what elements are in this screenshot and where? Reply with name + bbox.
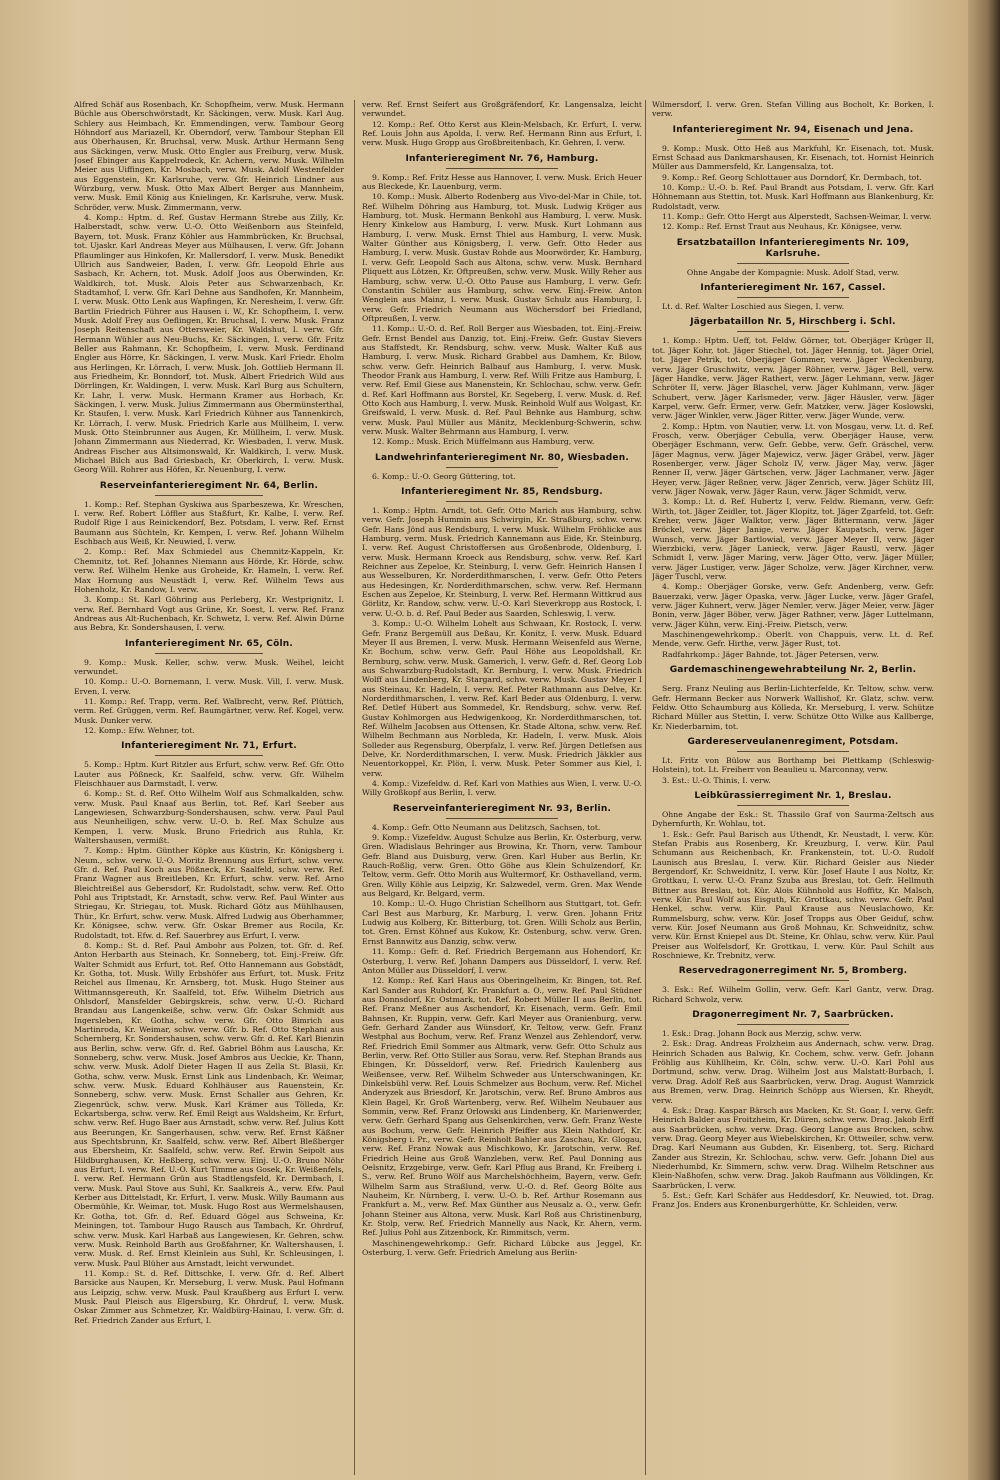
column-2 [362, 100, 642, 1475]
page-edge [968, 0, 1000, 1480]
casualty-entry: 2. Esk.: Drag. Andreas Frolzheim aus Andernach, schw. verw. Drag. Heinrich Schaden aus Balwig, Kr. Cochem, schw. verw. Gefr. Johann Fröhlig aus Kühllheim, Kr. Cöln, schw. verw. U.-O. Karl Pohl aus Dortmund, schw. verw. Drag. Wilhelm Jost aus Malstatt-Burbach, I. verw. Drag. Adolf Reß aus Saarbrücken, verw. Drag. August Wamrzick aus Bremen, verw. Drag. Heinrich Schöpp aus Wiersen, Kr. Rheydt, verw. [652, 1039, 934, 1105]
casualty-entry: 3. Esk.: Ref. Wilhelm Gollin, verw. Gefr. Karl Gantz, verw. Drag. Richard Schwolz, verw. [652, 985, 934, 1004]
casualty-entry: 2. Komp.: Hptm. von Nautier, verw. Lt. von Mosgau, verw. Lt. d. Ref. Frosch, verw. Oberjäger Cebulla, verw. Oberjäger Hause, verw. Oberjäger Eschmann, verw. Gefr. Gebbe, verw. Gefr. Gräschel, verw. Jäger Magnus, verw. Jäger Majewicz, verw. Jäger Gräbel, verw. Jäger Rosenberger, verw. Jäger Scholz IV, verw. Jäger May, verw. Jäger Renner II, verw. Jäger Gärtschen, verw. Jäger Lachmaner, verw. Jäger Heyer, verw. Jäger Reßner, verw. Jäger Zenrich, verw. Jäger Schütz III, verw. Jäger Nowak, verw. Jäger Raun, verw. Jäger Schmidt, verw. [652, 421, 934, 496]
casualty-entry: 3. Komp.: St. Karl Göhring aus Perleberg, Kr. Westprignitz, I. verw. Ref. Bernhard Vogt aus Grüne, Kr. Soest, I. verw. Ref. Franz Andreas aus Alt-Ruchenbach, Kr. Schwetz, I. verw. Ref. Alwin Dürne aus Bebra, Kr. Sondershausen, I. verw. [74, 595, 344, 633]
casualty-entry: 11. Komp.: Gefr. d. Ref. Friedrich Bergemann aus Hohendorf, Kr. Osterburg, I. verw. Ref. Johann Dampers aus Düsseldorf, I. verw. Ref. Anton Müller aus Düsseldorf, I. verw. [362, 947, 642, 975]
casualty-entry: 6. Komp.: St. d. Ref. Otto Wilhelm Wolf aus Schmalkalden, schw. verw. Musk. Paul Knaaf aus Berlin, tot. Ref. Karl Seeber aus Langewiesen, Schwarzburg-Sondershausen, schw. verw. Paul Paul aus Neunheiligen, schw. verw. U.-O. b. Ref. Max Schulze aus Kempen, I. verw. Musk. Bruno Friedrich aus Ruhla, Kr. Waltershausen, vermißt. [74, 789, 344, 846]
regiment-heading: Leibkürassierregiment Nr. 1, Breslau. [652, 791, 934, 806]
note-line: Ohne Angabe der Kompagnie: Musk. Adolf Stad, verw. [686, 267, 900, 277]
casualty-entry: 10. Komp.: U.-O. b. Ref. Paul Brandt aus Potsdam, I. verw. Gfr. Karl Höhnemann aus Stettin, tot. Musk. Karl Hoffmann aus Blankenburg, Kr. Rudolstadt, verw. [652, 183, 934, 211]
casualty-entry: Wilmersdorf, I. verw. Gren. Stefan Villing aus Bocholt, Kr. Borken, I. verw. [652, 100, 934, 119]
casualty-entry: 4. Komp.: Vizefeldw. d. Ref. Karl von Mathies aus Wien, I. verw. U.-O. Willy Großkopf aus Berlin, I. verw. [362, 779, 642, 798]
casualty-entry: 8. Komp.: St. d. Ref. Paul Ambohr aus Polzen, tot. Gfr. d. Ref. Anton Herbarth aus Steinach, Kr. Sonneberg, tot. Einj.-Freiw. Gfr. Walter Schmidt aus Erfurt, tot. Ref. Otto Hannemann aus Gobstädt, Kr. Gotha, tot. Musk. Willy Erbshöfer aus Erfurt, tot. Musk. Fritz Reichel aus Ilmenau, Kr. Arnsberg, tot. Musk. Hugo Steiner aus Wittmannsgereuth, Kr. Saalfeld, tot. Efw. Wilhelm Dietrich aus Ohlsdorf, Mansfelder Gebirgskreis, schw. verw. U.-O. Richard Brandau aus Langenkeiße, schw. verw. Gfr. Oskar Schmidt aus Ingersleben, Kr. Gotha, schw. verw. Gfr. Otto Bimrich aus Martinroda, Kr. Weimar, schw. verw. Gfr. b. Ref. Otto Stephani aus Schernberg, Kr. Sondershausen, schw. verw. Gfr. d. Ref. Karl Bienzin aus Berlin, schw. verw. Gfr. d. Ref. Gabriel Böhm aus Lauscha, Kr. Sonneberg, schw. verw. Musk. Josef Ambros aus Ueckie, Kr. Thann, schw. verw. Musk. Adolf Dieter Hagen II aus Zella St. Blasii, Kr. Gotha, schw. verw. Musk. Ernst Link aus Lindenbach, Kr. Weimar, schw. verw. Musk. Eduard Kohlhäuser aus Rauenstein, Kr. Sonneberg, schw. verw. Musk. Ernst Schaller aus Gehren, Kr. Ziegenrück, schw. verw. Musk. Karl Krämer aus Tölleda, Kr. Eckartsberga, schw. verw. Ref. Emil Reigt aus Waldsheim, Kr. Erfurt, schw. verw. Ref. Hugo Baer aus Arnstadt, schw. verw. Ref. Julius Kott aus Beerungen, Kr. Sangerhausen, schw. verw. Ref. Ernst Käßner aus Spechtsbrunn, Kr. Saalfeld, schw. verw. Ref. Albert Bleßberger aus Ebersheim, Kr. Saalfeld, schw. verw. Ref. Erwin Seipolt aus Hildburghausen, Kr. Heßberg, schw. verw. Einj. U.-O. Bruno Nöhr aus Erfurt, I. verw. Ref. U.-O. Kurt Timme aus Gosek, Kr. Weißenfels, I. verw. Ref. Hermann Grün aus Stadtlengsfeld, Kr. Dermbach, I. verw. Musk. Paul Stove aus Suhl, Kr. Saalkreis A., verw. Efw. Paul Kerber aus Dittelstadt, Kr. Erfurt, I. verw. Musk. Willy Baumann aus Obermühle, Kr. Weimar, tot. Musk. Hugo Rost aus Wermelshausen, Kr. Gotha, tot. Gfr. d. Ref. Eduard Gögel aus Schweina, Kr. Meiningen, tot. Tambour Hugo Rausch aus Tambach, Kr. Ohrdruf, schw. verw. Musk. Karl Harbaß aus Langewiesen, Kr. Gehren, schw. verw. Musk. Reinhold Barth aus Großfahrner, Kr. Waltershausen, I. verw. Musk. d. Ref. Ernst Kleinlein aus Suhl, Kr. Schleusingen, I. verw. Musk. Paul Blüher aus Arnstadt, leicht verwundet. [74, 940, 344, 1268]
regiment-heading: Infanterieregiment Nr. 76, Hamburg. [362, 154, 642, 169]
regiment-heading: Dragonerregiment Nr. 7, Saarbrücken. [652, 1010, 934, 1025]
regiment-heading: Infanterieregiment Nr. 94, Eisenach und Jena. [652, 125, 934, 140]
regiment-heading: Infanterieregiment Nr. 167, Cassel. [652, 283, 934, 298]
casualty-entry: 2. Komp.: Ref. Max Schmiedel aus Chemnitz-Kappeln, Kr. Chemnitz, tot. Ref. Johannes Niemann aus Hörde, Kr. Hörde, schw. verw. Ref. Wilhelm Henke aus Groheide, Kr. Hameln, I. verw. Ref. Max Hornung aus Neustädt I, verw. Ref. Wilhelm Tews aus Hohenholz, Kr. Randow, I. verw. [74, 547, 344, 594]
casualty-entry: 9. Komp.: Ref. Georg Schlottauer aus Dorndorf, Kr. Dermbach, tot. [662, 172, 922, 182]
casualty-entry: 1. Komp.: Hptm. Ueff, tot. Feldw. Görner, tot. Oberjäger Krüger II, tot. Jäger Kohr, tot. Jäger Stiechel, tot. Jäger Hennig, tot. Jäger Oriel, tot. Jäger Petrik, tot. Oberjäger Gommer, verw. Jäger Weckenburg, verw. Jäger Gruschwitz, verw. Jäger Röhner, verw. Jäger Bell, verw. Jäger Handke, verw. Jäger Rathert, verw. Jäger Lehmann, verw. Jäger Schröter II, verw. Jäger Blaschel, verw. Jäger Kuhlmann, verw. Jäger Schubert, verw. Jäger Karlsmeder, verw. Jäger Häusler, verw. Jäger Karpel, verw. Gefr. Ermer, verw. Gefr. Matzker, verw. Jäger Koslowski, verw. Jäger Winkler, verw. Jäger Ritter, verw. Jäger Wunde, verw. [652, 336, 934, 421]
regiment-heading: Reservedragonerregiment Nr. 5, Bromberg. [652, 966, 934, 981]
casualty-entry: 9. Komp.: Vizefeldw. August Schulze aus Berlin, Kr. Osterburg, verw. Gren. Wladislaus Behringer aus Browina, Kr. Thorn, verw. Tambour Gefr. Bland aus Duisburg, verw. Gren. Karl Huber aus Berlin, Kr. Rauch-Roßlig, verw. Gren. Otto Göhe aus Klein Schulzendorf, Kr. Teltow, verm. Gefr. Otto Morih aus Wultermorf, Kr. Osthavelland, verm. Gren. Willy Köhle aus Leipzig, Kr. Salzwedel, verm. Gren. Max Wende aus Belgard, Kr. Belgard, verm. [362, 833, 642, 899]
regiment-heading: Infanterieregiment Nr. 71, Erfurt. [74, 741, 344, 756]
casualty-entry: Alfred Schäf aus Rosenbach, Kr. Schopfheim, verw. Musk. Hermann Büchle aus Oberschwörstadt, Kr. Säckingen, verw. Musk. Karl Aug. Schlery aus Heimbach, Kr. Emmendingen, verw. Tambour Georg Höhndorf aus Mariazell, Kr. Oberndorf, verw. Tambour Stephan Ell aus Oberhausen, Kr. Bruchsal, verw. Musk. Arthur Hermann Seng aus Säckingen, verw. Musk. Otto Engler aus Freiburg, verw. Musk. Josef Ebinger aus Kappelrodeck, Kr. Achern, verw. Musk. Wilhelm Meier aus Uiffingen, Kr. Mosbach, verw. Musk. Adolf Westenfelder aus Eggenstein, Kr. Karlsruhe, verw. Gfr. Heinrich Lindner aus Würzburg, verw. Musk. Otto Max Albert Berger aus Mannheim, verw. Musk. Emil König aus Knielingen, Kr. Karlsruhe, verw. Musk. Schröder, verw. Musk. Zimmermann, verw. [74, 100, 344, 212]
casualty-entry: 10. Komp.: U.-O. Bornemann, I. verw. Musk. Vill, I. verw. Musk. Erven, I. verw. [74, 677, 344, 696]
casualty-entry: Lt. d. Ref. Walter Loschied aus Siegen, I. verw. [662, 302, 845, 312]
casualty-entry: 12. Komp.: Efw. Wehner, tot. [84, 725, 195, 735]
regiment-heading: Reserveinfanterieregiment Nr. 93, Berlin. [362, 804, 642, 819]
casualty-entry: 12. Komp.: Ref. Karl Haus aus Oberingelheim, Kr. Bingen, tot. Ref. Karl Sander aus Ruhdorf, Kr. Frankfurt a. O., verw. Ref. Paul Stüdner aus Donnsdorf, Kr. Ostmark, tot. Ref. Robert Müller II aus Berlin, tot. Ref. Franz Meßner aus Aschendorf, Kr. Eisenach, verm. Gefr. Emil Bahnsen, Kr. Ruppin, verw. Gefr. Karl Meyer aus Oranienburg, verw. Gefr. Gerhard Zander aus Wünsdorf, Kr. Teltow, verw. Gefr. Franz Westphal aus Bochum, verw. Ref. Franz Wenzel aus Zehlendorf, verw. Ref. Friedrich Emil Sommer aus Altmark, verw. Gefr. Otto Schulz aus Berlin, verw. Ref. Otto Stiller aus Sorau, verw. Ref. Stephan Brands aus Ebingen, Kr. Düsseldorf, verw. Ref. Friedrich Kaulenberg aus Weißensee, verw. Ref. Wilhelm Schweder aus Unterschwaningen, Kr. Dinkelsbühl verw. Ref. Louis Schmelzer aus Bochum, verw. Ref. Michel Anderyzek aus Briesdorf, Kr. Jarotschin, verw. Ref. Bruno Ambros aus Klein Bagel, Kr. Groß Wartenberg, verw. Ref. Wilhelm Neubauer aus Sommin, verw. Ref. Franz Orlowski aus Lindenberg, Kr. Marienwerder, verw. Gefr. Gerhard Spang aus Gelsenkirchen, verw. Gefr. Franz Weste aus Bochum, verw. Gefr. Heinrich Pfeiffer aus Klein Nathdorf, Kr. Königsberg i. Pr., verw. Gefr. Reinholt Bahler aus Zaschau, Kr. Glogau, verw. Ref. Franz Nowak aus Mischkowo, Kr. Jarotschin, verw. Ref. Friedrich Heine aus Groß Wanzleben, verw. Ref. Paul Donning aus Oelsnitz, Erzgebirge, verw. Gefr. Karl Pflug aus Brand, Kr. Freiberg i. S., verw. Ref. Bruno Wölf aus Marchelshöchheim, Bayern, verw. Gefr. Wilhelm Sarm aus Straßlund, verw. U.-O. d. Ref. Georg Bölte aus Nauheim, Kr. Nürnberg, I. verw. U.-O. b. Ref. Arthur Rosemann aus Frankfurt a. M., verw. Ref. Max Günther aus Neusalz a. O., verw. Gefr. Johann Steiner aus Altona, verw. Musk. Karl Roß aus Christinenburg, Kr. Stolp, verw. Ref. Friedrich Mannelly aus Nack, Kr. Ahern, verm. Ref. Julius Pohl aus Zitzenbock, Kr. Rimmitsch, verm. [362, 976, 642, 1238]
casualty-entry: 4. Komp.: Gefr. Otto Neumann aus Delitzsch, Sachsen, tot. [372, 822, 601, 832]
casualty-entry: 3. Komp.: Lt. d. Ref. Hubertz I, verw. Feldw. Riemann, verw. Gefr. Wirth, tot. Jäger Zeidler, tot. Jäger Klopitz, tot. Jäger Zgarfeld, tot. Gefr. Kreher, verw. Jäger Walktor, verw. Jäger Bittermann, verw. Jäger Bröckel, verw. Jäger Janige, verw. Jäger Kaupatsch, verw. Jäger Wunsch, verw. Jäger Bartlowial, verw. Jäger Meyer II, verw. Jäger Wierzbicki, verw. Jäger Lanieck, verw. Jäger Raustl, verw. Jäger Schmidt I, verw. Jäger Maring, verw. Jäger Otto, verw. Jäger Müller, verw. Jäger Lustiger, verw. Jäger Scholze, verw. Jäger Kirchner, verw. Jäger Tuschl, verw. [652, 497, 934, 582]
casualty-entry: 4. Komp.: Hptm. d. Ref. Gustav Hermann Strebe aus Zilly, Kr. Halberstadt, schw. verw. U.-O. Otto Weißenborn aus Steinfeld, Bayern, tot. Musk. Franz Köhler aus Hammbrücken, Kr. Bruchsal, tot. Ujaskr. Karl Andreas Meyer aus Mülhausen, I. verw. Gfr. Johann Pflaumlinger aus Hinkofen, Kr. Mallersdorf, I. verw. Musk. Benedikt Ullrich aus Sandweier, Baden, I. verw. Gfr. Leopold Ehrle aus Sasbach, Kr. Achern, tot. Musk. Adolf Joos aus Oberwinden, Kr. Waldkirch, tot. Musk. Alois Peter aus Schwarzenbach, Kr. Stadtamhof, I. verw. Gfr. Karl Dehne aus Sandhofen, Kr. Mannheim, I. verw. Musk. Otto Lenk aus Wapfingen, Kr. Neresheim, I. verw. Gfr. Bartlin Friedrich Führer aus Hausen i. W., Kr. Schopfheim, I. verw. Musk. Adolf Frey aus Oeflingen, Kr. Bruchsal, I. verw. Musk. Franz Joseph Reitenschaft aus Ottersweier, Kr. Waldshut, I. verw. Gfr. Hermann Wühler aus Neu-Buchs, Kr. Säckingen, I. verw. Gfr. Fritz Beller aus Rahmann, Kr. Schopfheim, I. verw. Musk. Ferdinand Engler aus Hörre, Kr. Säckingen, I. verw. Musk. Karl Friedr. Eholm aus Herlingen, Kr. Lörrach, I. verw. Musk. Joh. Gottlieb Hermann II. aus Friedheim, Kr. Bonndorf, tot. Musk. Albert Friedrich Wild aus Dörrlingen, Kr. Waldingen, I. verw. Musk. Karl Burg aus Schultern, Kr. Lahr, I. verw. Musk. Hermann Kramer aus Horbach, Kr. Säckingen, I. verw. Musk. Julius Zimmermann aus Obermünsterthal, Kr. Staufen, I. verw. Musk. Karl Friedrich Kühner aus Tannenkirch, Kr. Lörrach, I. verw. Musk. Friedrich Karle aus Müllheim, I. verw. Musk. Otto Steinbrunner aus Augen, Kr. Müllheim, I. verw. Musk. Johann Zimmermann aus Niederrad, Kr. Wiesbaden, I. verw. Musk. Andreas Fischer aus Altsimonswald, Kr. Waldkirch, I. verw. Musk. Michael Bilch aus Bad Griesbach, Kr. Oberkirch, I. verw. Musk. Georg Will. Rohrer aus Höfen, Kr. Neuenburg, I. verw. [74, 213, 344, 475]
column-1 [74, 100, 344, 1475]
casualty-entry: Maschinengewehrkomp.: Oberlt. von Chappuis, verw. Lt. d. Ref. Mende, verw. Gefr. Hirthe, verw. Jäger Rust, tot. [652, 630, 934, 649]
casualty-entry: 1. Komp.: Ref. Stephan Gyskiwa aus Sparbeszewa, Kr. Wreschen, I. verw. Ref. Robert Löffler aus Staßfurt, Kr. Kalbe, I. verw. Ref. Rudolf Rige I aus Reinickendorf, Bez. Potsdam, I. verw. Ref. Ernst Baumann aus Süchteln, Kr. Kempen, I. verw. Ref. Johann Wilhelm Eschbach aus Weiß, Kr. Neuwied, I. verw. [74, 499, 344, 547]
casualty-entry: 3. Est.: U.-O. Thinis, I. verw. [662, 775, 771, 785]
casualty-entry: verw. Ref. Ernst Seifert aus Großgräfendorf, Kr. Langensalza, leicht verwundet. [362, 100, 642, 119]
casualty-entry: 10. Komp.: Musk. Alberto Rodenberg aus Vivo-del-Mar in Chile, tot. Ref. Wilhelm Döhring aus Hamburg, tot. Musk. Ludwig Kröger aus Hamburg, tot. Musk. Hermann Benkohl aus Hamburg, I. verw. Musk. Henry Kinkelow aus Hamburg, I. verw. Musk. Kurt Lohmann aus Hamburg, I. verw. Musk. Ernst Thiel aus Hamburg, I. verw. Musk. Walter Günther aus Königsberg, I. verw. Gefr. Otto Heder aus Hamburg, I. verw. Musk. Gustav Rohde aus Moorwörder, Kr. Hamburg, I. verw. Gefr. Leopold Sach aus Altona, schw. verw. Musk. Bernhard Pliquett aus Lötzen, Kr. Oftpreußen, schw. verw. Musk. Willy Reher aus Hamburg, schw. verw. U.-O. Otto Pause aus Hamburg, I. verw. Gefr. Constantin Schüler aus Hamburg, schw. verw. Einj.-Freiw. Anton Wenglein aus Mainz, I. verw. Musk. Gustav Schulz aus Hamburg, I. verw. Gefr. Friedrich Neumann aus Wöchersdorf bei Friedland, Oftpreußen, I. verw. [362, 192, 642, 323]
casualty-entry: 11. Komp.: U.-O. d. Ref. Roll Berger aus Wiesbaden, tot. Einj.-Freiw. Gefr. Ernst Bendel aus Danzig, tot. Einj.-Freiw. Gefr. Gustav Sievers aus Staffstedt, Kr. Rendsburg, schw. verw. Musk. Walter Kuß aus Hamburg, I. verw. Musk. Richard Grabbel aus Damhem, Kr. Bilow, schw. verw. Gefr. Heinrich Balbauf aus Hamburg, I. verw. Musk. Theodor Frank aus Hamburg, I. verw. Ref. Willi Fritze aus Hamburg, I. verw. Ref. Emil Giese aus Manenstein, Kr. Schlochau, schw. verw. Gefr. d. Ref. Karl Hoffmann aus Borstel, Kr. Segeberg, I. verw. Musk. d. Ref. Otto Koch aus Hamburg, I. verw. Musk. Reinhold Wulf aus Wolgast, Kr. Greifswald, I. verw. Musk. d. Ref. Paul Behnke aus Hamburg, schw. verw. Musk. Paul Müller aus Mänitz, Mecklenburg-Schwerin, schw. verw. Musk. Walter Behrmann aus Hamburg, I. verw. [362, 324, 642, 436]
regiment-heading: Gardemaschinengewehrabteilung Nr. 2, Berlin. [652, 665, 934, 680]
regiment-heading: Jägerbataillon Nr. 5, Hirschberg i. Schl. [652, 317, 934, 332]
casualty-entry: 1. Komp.: Hptm. Arndt, tot. Gefr. Otto Marich aus Hamburg, schw. verw. Gefr. Joseph Hummin aus Schwirgin, Kr. Straßburg, schw. verw. Gefr. Hans Jönd aus Rendsburg, I. verw. Musk. Wilhelm Fröhlicke aus Hamburg, verm. Musk. Friedrich Kannemann aus Eide, Kr. Steinburg, I. verw. Ref. August Christoffersen aus Großenbrode, Oldenburg, I. verw. Musk. Hermann Kroeck aus Rendsburg, schw. verw. Ref. Karl Reichner aus Zepeloe, Kr. Steinburg, I. verw. Gefr. Heinrich Hansen I aus Wesselburen, Kr. Norderdithmarschen, I. verw. Gefr. Otto Peters aus Hedesingen, Kr. Norderdithmarschen, schw. verw. Ref. Hermann Eschen aus Zepeloe, Kr. Steinburg, I. verw. Ref. Hermann Wittkrud aus Görlitz, Kr. Randow, schw. verw. U.-O. Karl Sieverkropp aus Rostock, I. verw. U.-O. b. d. Ref. Paul Beder aus Saarden, Schleswig, I. verw. [362, 506, 642, 618]
casualty-entry: Maschinengewehrkomp.: Gefr. Richard Lübcke aus Jeggel, Kr. Osterburg, I. verw. Gefr. Friedrich Amelung aus Berlin- [362, 1238, 642, 1258]
casualty-entry: 12. Komp.: Ref. Otto Kerst aus Klein-Melsbach, Kr. Erfurt, I. verw. Ref. Louis John aus Apolda, I. verw. Ref. Hermann Rinn aus Erfurt, I. verw. Musk. Hugo Gropp aus Großbreitenbach, Kr. Gehren, I. verw. [362, 119, 642, 148]
casualty-entry: Serg. Franz Neuling aus Berlin-Lichterfelde, Kr. Teltow, schw. verw. Gefr. Hermann Becker aus Norwerk Wallishof, Kr. Glatz, schw. verw. Feldw. Otto Schaumburg aus Kölleda, Kr. Merseburg, I. verw. Schütze Richard Müller aus Stettin, I. verw. Schütze Otto Wilke aus Kallberge, Kr. Niederbarnim, tot. [652, 684, 934, 731]
column-divider-2 [645, 100, 646, 1475]
casualty-entry: 1. Esk.: Drag. Johann Bock aus Merzig, schw. verw. [662, 1029, 862, 1039]
regiment-heading: Infanterieregiment Nr. 65, Cöln. [74, 639, 344, 654]
casualty-entry: 4. Esk.: Drag. Kaspar Bärsch aus Macken, Kr. St. Goar, I. verw. Gefr. Heinrich Balder aus Froitzheim, Kr. Düren, schw. verw. Drag. Jakob Erff aus Saarbrücken, schw. verw. Drag. Georg Lange aus Brocken, schw. verw. Drag. Georg Meyer aus Wiebelskirchen, Kr. Ottweiler, schw. verw. Drag. Karl Neumann aus Gubden, Kr. Eisenberg, tot. Serg. Richard Zander aus Strezin, Kr. Schlochau, schw. verw. Gefr. Johann Diel aus Niederhumbd, Kr. Simmern, schw. verw. Drag. Wilhelm Retschner aus Klein-Naßhofen, schw. verw. Drag. Jakob Raufmann aus Völklingen, Kr. Saarbrücken, I. verw. [652, 1105, 934, 1190]
column-3 [652, 100, 934, 1475]
casualty-entry: 7. Komp.: Hptm. Günther Köpke aus Küstrin, Kr. Königsberg i. Neum., schw. verw. U.-O. Moritz Brennung aus Erfurt, schw. verw. Gfr. d. Ref. Paul Koch aus Pößneck, Kr. Saalfeld, schw. verw. Ref. Franz Wagner aus Breitleben, Kr. Erfurt, schw. verw. Ref. Arno Bleichtreißel aus Gebersdorf, Kr. Rudolstadt, schw. verw. Ref. Otto Pohl aus Triptstadt, Kr. Arnstadt, schw. verw. Ref. Paul Winter aus Striegau, Kr. Striegau, tot. Musk. Richard Götz aus Mühlhausen, Thür., Kr. Erfurt, schw. verw. Musk. Alfred Ludwig aus Oberhammer, Kr. Königsee, schw. verw. Gfr. Oskar Bremer aus Rocila, Kr. Rudolstadt, tot. Efw. d. Ref. Sauerbrey aus Erfurt, I. verw. [74, 846, 344, 940]
casualty-entry: Radfahrkomp.: Jäger Bahnde, tot. Jäger Petersen, verw. [662, 649, 879, 659]
casualty-entry: 9. Komp.: Musk. Otto Heß aus Markfuhl, Kr. Eisenach, tot. Musk. Ernst Schaad aus Dankmarshausen, Kr. Eisenach, tot. Hornist Heinrich Müller aus Dammersfeld, Kr. Langensalza, tot. [652, 143, 934, 172]
casualty-entry: 12. Komp.: Ref. Ernst Traut aus Neuhaus, Kr. Königsee, verw. [662, 222, 902, 232]
casualty-entry: 6. Komp.: U.-O. Georg Güttering, tot. [372, 471, 516, 481]
casualty-entry: 12. Komp.: Musk. Erich Müffelmann aus Hamburg, verw. [372, 437, 595, 447]
regiment-heading: Gardereserveulanenregiment, Potsdam. [652, 737, 934, 752]
casualty-entry: 11. Komp.: Ref. Trapp, verm. Ref. Walbrecht, verw. Ref. Plüttich, verm. Ref. Grüggen, verm. Ref. Baumgärtner, verw. Ref. Kogel, verw. Musk. Dunker verw. [74, 696, 344, 725]
casualty-entry: Lt. Fritz von Bülow aus Borthamp bei Plettkamp (Schleswig-Holstein), tot. Lt. Freiherr von Beaulieu u. Marconnay, verw. [652, 755, 934, 775]
casualty-entry: 11. Komp.: Gefr. Otto Hergt aus Alperstedt, Sachsen-Weimar, I. verw. [662, 212, 932, 222]
regiment-heading: Landwehrinfanterieregiment Nr. 80, Wiesbaden. [362, 453, 642, 468]
casualty-entry: 5. Komp.: Hptm. Kurt Ritzler aus Erfurt, schw. verw. Ref. Gfr. Otto Lauter aus Pößneck, Kr. Saalfeld, schw. verw. Gfr. Wilhelm Fleischhauer aus Darmstadt, I. verw. [74, 760, 344, 788]
regiment-heading: Infanterieregiment Nr. 85, Rendsburg. [362, 487, 642, 502]
casualty-entry: Ohne Angabe der Esk.: St. Thassilo Graf von Saurma-Zeltsch aus Dyhernfurth, Kr. Wohlau, tot. [652, 809, 934, 829]
casualty-entry: 11. Komp.: St. d. Ref. Dittschke, I. verw. Gfr. d. Ref. Albert Barsicke aus Naupen, Kr. Merseburg, I. verw. Musk. Paul Hofmann aus Leipzig, schw. verw. Musk. Paul Kraußberg aus Erfurt I. verw. Musk. Paul Pleisch aus Elgersburg, Kr. Ohrdruf, I. verw. Musk. Oskar Zimmer aus Schmetzer, Kr. Waldbürg-Hainau, I. verw. Gfr. d. Ref. Friedrich Zander aus Erfurt, I. [74, 1268, 344, 1325]
casualty-entry: 9. Komp.: Musk. Keller, schw. verw. Musk. Weihel, leicht verwundet. [74, 657, 344, 676]
casualty-entry: 4. Komp.: Oberjäger Gorske, verw. Gefr. Andenberg, verw. Gefr. Bauerzaki, verw. Jäger Opaska, verw. Jäger Lucke, verw. Jäger Grafel, verw. Jäger Kuhnert, verw. Jäger Nemler, verw. Jäger Meier, verw. Jäger Bonin, verw. Jäger Böber, verw. Jäger Rathner, verw. Jäger Luttelmann, verw. Jäger Kühn, verw. Einj.-Freiw. Pietsch, verw. [652, 582, 934, 629]
column-divider-1 [354, 100, 355, 1475]
casualty-entry: 9. Komp.: Ref. Fritz Hesse aus Hannover, I. verw. Musk. Erich Heuer aus Bleckede, Kr. Lauenburg, verm. [362, 172, 642, 192]
casualty-entry: 3. Komp.: U.-O. Wilhelm Lohelt aus Schwaan, Kr. Rostock, I. verw. Gefr. Franz Bergemüll aus Deßau, Kr. Konitz, I. verw. Musk. Eduard Meyer II aus Bremen, I. verw. Musk. Hermann Weisenfeld aus Werne, Kr. Bochum, schw. verw. Gefr. Paul Höhe aus Leopoldshall, Kr. Bernburg, schw. verw. Musk. Gamerich, I. verw. Gefr. d. Ref. Georg Lob aus Schwarzburg-Rudolstadt, Kr. Bernburg, I. verw. Musk. Friedrich Wolff aus Lindenberg, Kr. Stargard, schw. verw. Musk. Gustav Meyer I aus Steinau, Kr. Hadeln, I. verw. Ref. Peter Rathmann aus Delve, Kr. Norderdithmarschen, I. verw. Ref. Karl Beder aus Oldenburg, I. verw. Ref. Detlef Hübert aus Sommedel, Kr. Rendsburg, schw. verw. Ref. Gustav Kohlmorgen aus Hedwigenkoog, Kr. Norderdithmarschen, tot. Ref. Wilhelm Jacobsen aus Ottensen, Kr. Stade Altona, schw. verw. Ref. Wilhelm Bechmann aus Norbleda, Kr. Hadeln, I. verw. Musk. Alois Solleder aus Regensburg, Oberpfalz, I. verw. Ref. Jürgen Detlefsen aus Delve, Kr. Norderdithmarschen, I. verw. Musk. Friedrich Jäkkler aus Neuentorkoppel, Kr. Plön, I. verw. Musk. Peter Sommer aus Kiel, I. verw. [362, 619, 642, 778]
casualty-entry: 5. Est.: Gefr. Karl Schäfer aus Heddesdorf, Kr. Neuwied, tot. Drag. Franz Jos. Enders aus Kronenburgerhütte, Kr. Schleiden, verw. [652, 1190, 934, 1210]
regiment-heading: Reserveinfanterieregiment Nr. 64, Berlin. [74, 481, 344, 496]
casualty-entry: 10. Komp.: U.-O. Hugo Christian Schellhorn aus Stuttgart, tot. Gefr. Carl Best aus Marburg, Kr. Marburg, I. verw. Gren. Johann Fritz Ludwig aus Kolberg, Kr. Bitterburg, tot. Gren. Willi Scholz aus Berlin, tot. Gren. Ernst Köhnef aus Kukow, Kr. Ostenburg, schw. verw. Gren. Ernst Bannwitz aus Danzig, schw. verw. [362, 899, 642, 946]
regiment-heading: Ersatzbataillon Infanterieregiments Nr. 109, Karlsruhe. [652, 238, 934, 264]
casualty-entry: 1. Esk.: Gefr. Paul Barisch aus Uthendt, Kr. Neustadt, I. verw. Kür. Stefan Prabis aus Rosenberg, Kr. Kreuzburg, I. verw. Kür. Paul Schumann aus Reichenbach, Kr. Frankenstein, tot. U.-O. Rudolf Launisch aus Breslau, I. verw. Kür. Richard Geisler aus Nieder Bergendorf, Kr. Schweidnitz, I. verw. Kür. Josef Haute I aus Noltz, Kr. Grottkau, I. verw. U.-O. Franz Szuba aus Breslau, tot. Gefr. Hellmuth Bittner aus Breslau, tot. Kür. Alois Kühnhold aus Hoffitz, Kr. Malsch, verw. Kür. Paul Wolf aus Eisguth, Kr. Grottkau, schw. verw. Gefr. Paul Henkel, schw. verw. Kür. Paul Krause aus Neuslachowo, Kr. Rummelsburg, schw. verw. Kür. Josef Tropps aus Ober Geiduf, schw. verw. Kür. Josef Neumann aus Groß Mohnau, Kr. Schweidnitz, schw. verw. Kür. Ernst Kniepel aus Dt. Steine, Kr. Ohlau, schw. verw. Kür. Paul Preiser aus Wolfelsdorf, Kr. Grottkau, I. verw. Kür. Paul Schilt aus Roschniewe, Kr. Trebnitz, verw. [652, 829, 934, 961]
